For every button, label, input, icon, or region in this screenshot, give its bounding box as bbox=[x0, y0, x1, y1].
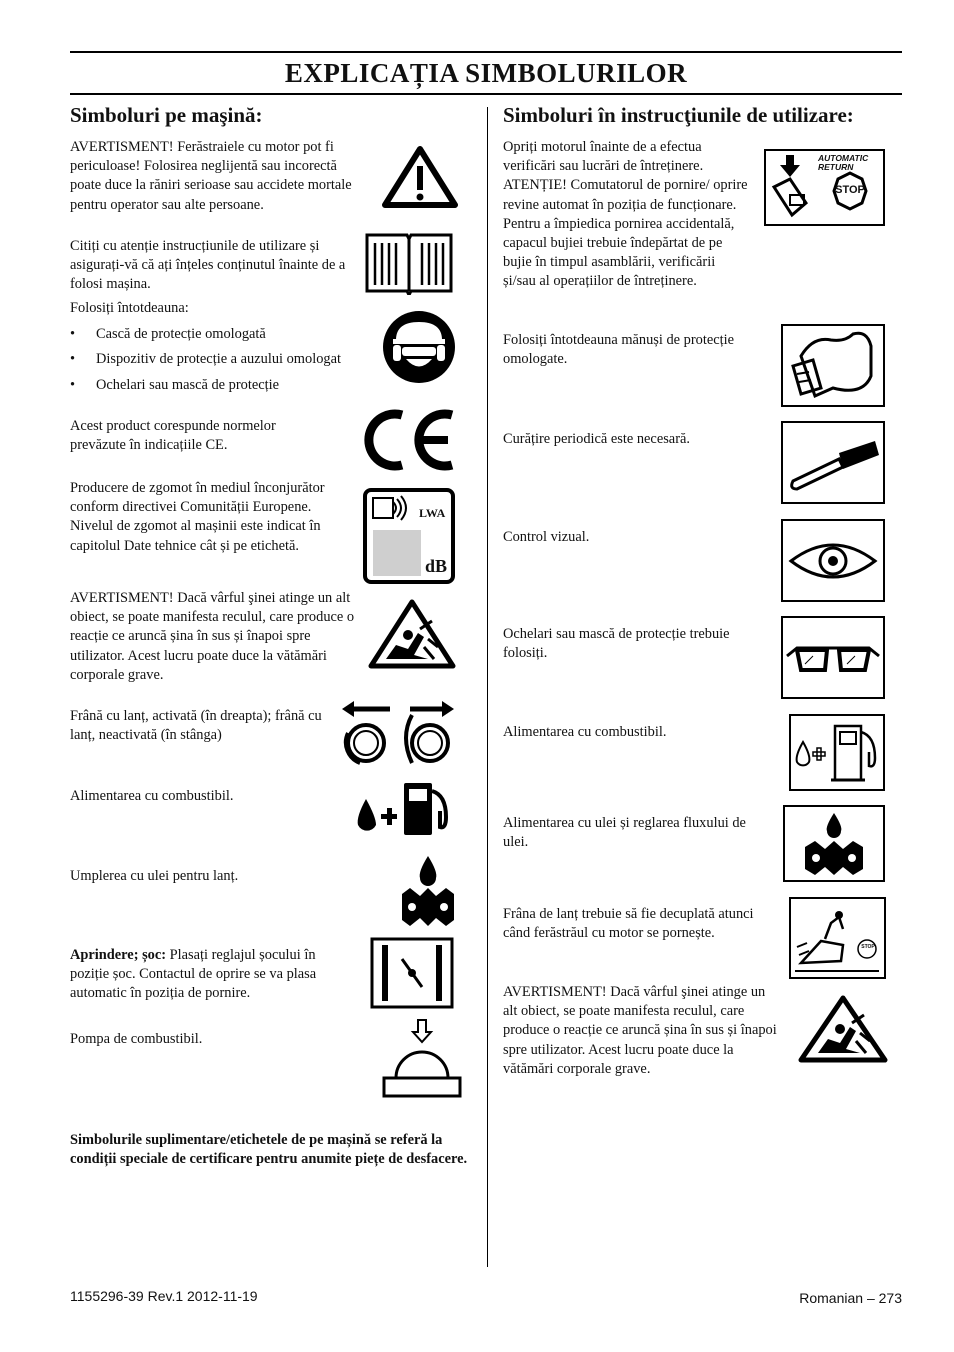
right-cleaning-text: Curățire periodică este necesară. bbox=[503, 431, 690, 447]
left-ce-text: Acest product corespunde normelor prevăzute în indicațiile CE. bbox=[70, 418, 276, 454]
right-visual-text: Control vizual. bbox=[503, 529, 590, 545]
primer-bulb-icon bbox=[380, 1018, 464, 1107]
ce-mark-icon bbox=[362, 405, 458, 480]
fuel-pump-icon bbox=[354, 777, 458, 844]
choke-description: Plasați reglajul șocului în poziție șoc. Contactul de oprire se va plasa automatic în poziția de pornire. bbox=[70, 947, 317, 1002]
chain-oil-icon bbox=[398, 854, 458, 931]
left-noise-text: Producere de zgomot în mediul înconjurător conform directivei Comunității Europene. Nivelul de zgomot al mașinii este indicat în capitolul Date tehnice cât și pe etichetă. bbox=[70, 480, 325, 554]
brake-start-icon bbox=[789, 897, 886, 979]
left-pump-text: Pompa de combustibil. bbox=[70, 1031, 203, 1047]
manual-book-icon bbox=[363, 229, 455, 300]
fuel-pump-box-icon bbox=[789, 714, 885, 791]
auto-return-stop-icon bbox=[764, 149, 885, 226]
noise-lwa-label: LWA bbox=[419, 506, 446, 520]
footer-doc-ref: 1155296-39 Rev.1 2012-11-19 bbox=[70, 1288, 258, 1304]
left-fuel-text: Alimentarea cu combustibil. bbox=[70, 788, 234, 804]
top-rule bbox=[70, 51, 902, 53]
stop-label: STOP bbox=[835, 184, 865, 196]
left-oil-text: Umplerea cu ulei pentru lanț. bbox=[70, 868, 239, 884]
chain-brake-icon bbox=[340, 697, 456, 772]
left-always-use-text: Folosiți întotdeauna: bbox=[70, 300, 189, 316]
right-brake-start-text: Frâna de lanț trebuie să fie decuplată atunci când ferăstrăul cu motor se pornește. bbox=[503, 906, 754, 942]
right-kickback-text: AVERTISMENT! Dacă vârful şinei atinge un alt obiect, se poate manifesta reculul, care produce o reacție ce aruncă șina în sus și înapoi spre utilizator. Acest lucru poate duce la vătămări corporale grave. bbox=[503, 984, 777, 1077]
left-kickback-text: AVERTISMENT! Dacă vârful şinei atinge un alt obiect, se poate manifesta reculul, care produce o reacție ce aruncă șina în sus și înapoi spre utilizator. Acest lucru poate duce la vătămări corporale grave. bbox=[70, 590, 355, 683]
cleaning-brush-icon bbox=[781, 421, 885, 504]
eye-icon bbox=[781, 519, 885, 602]
left-heading: Simboluri pe maşină: bbox=[70, 103, 263, 127]
right-stop-text: Opriți motorul înainte de a efectua verificări sau lucrări de întreținere. ATENȚIE! Comutatorul de pornire/ oprire revine automat în poziția de funcționare. Pentru a împiedica pornirea accidentală, capacul bujiei trebuie îndepărtat de pe bujie în timpul asamblării, verificării și/sau al operațiilor de întreținere. bbox=[503, 139, 748, 290]
right-heading: Simboluri în instrucţiunile de utilizare: bbox=[503, 103, 854, 127]
ppe-item-glasses: Ochelari sau mască de protecție bbox=[96, 377, 279, 393]
title-rule bbox=[70, 93, 902, 95]
right-fuel-text: Alimentarea cu combustibil. bbox=[503, 724, 667, 740]
left-read-manual-text: Citiți cu atenție instrucțiunile de utilizare și asigurați-vă că ați înțeles conținutul înainte de a folosi mașina. bbox=[70, 238, 346, 293]
ppe-item-hearing: Dispozitiv de protecție a auzului omologat bbox=[96, 351, 341, 367]
footer-page-number: Romanian – 273 bbox=[799, 1290, 902, 1306]
right-glasses-text: Ochelari sau mască de protecție trebuie folosiți. bbox=[503, 626, 730, 662]
auto-return-label: AUTOMATIC RETURN bbox=[818, 153, 869, 172]
chain-oil-box-icon bbox=[783, 805, 885, 882]
protective-gear-icon bbox=[382, 310, 456, 389]
column-divider bbox=[487, 107, 488, 1267]
left-warning-text: AVERTISMENT! Ferăstraiele cu motor pot fi periculoase! Folosirea neglijentă sau incorectă poate duce la răniri serioase sau accidete mortale pentru operator sau alte persoane. bbox=[70, 139, 352, 213]
left-choke-text bbox=[70, 946, 340, 1004]
page-title: EXPLICAȚIA SIMBOLURILOR bbox=[284, 58, 688, 88]
brake-stop-label: STOP bbox=[861, 944, 875, 950]
kickback-warning-icon bbox=[368, 599, 456, 674]
choke-label: Aprindere; șoc: bbox=[70, 947, 167, 963]
kickback-warning-icon bbox=[798, 995, 888, 1068]
choke-lever-icon bbox=[370, 937, 454, 1014]
noise-label-icon bbox=[363, 488, 455, 589]
right-gloves-text: Folosiți întotdeauna mănuși de protecție omologate. bbox=[503, 332, 735, 368]
warning-triangle-icon bbox=[382, 146, 458, 213]
gloves-icon bbox=[781, 324, 885, 407]
noise-db-label: dB bbox=[425, 556, 448, 576]
left-brake-text: Frână cu lanț, activată (în dreapta); frână cu lanț, neactivată (în stânga) bbox=[70, 708, 322, 744]
safety-glasses-icon bbox=[781, 616, 885, 699]
ppe-item-helmet: Cască de protecție omologată bbox=[96, 326, 266, 342]
left-note: Simbolurile suplimentare/etichetele de pe mașină se referă la condiții speciale de certificare pentru anumite piețe de desfacere. bbox=[70, 1132, 468, 1168]
right-oil-text: Alimentarea cu ulei și reglarea fluxului de ulei. bbox=[503, 815, 746, 851]
